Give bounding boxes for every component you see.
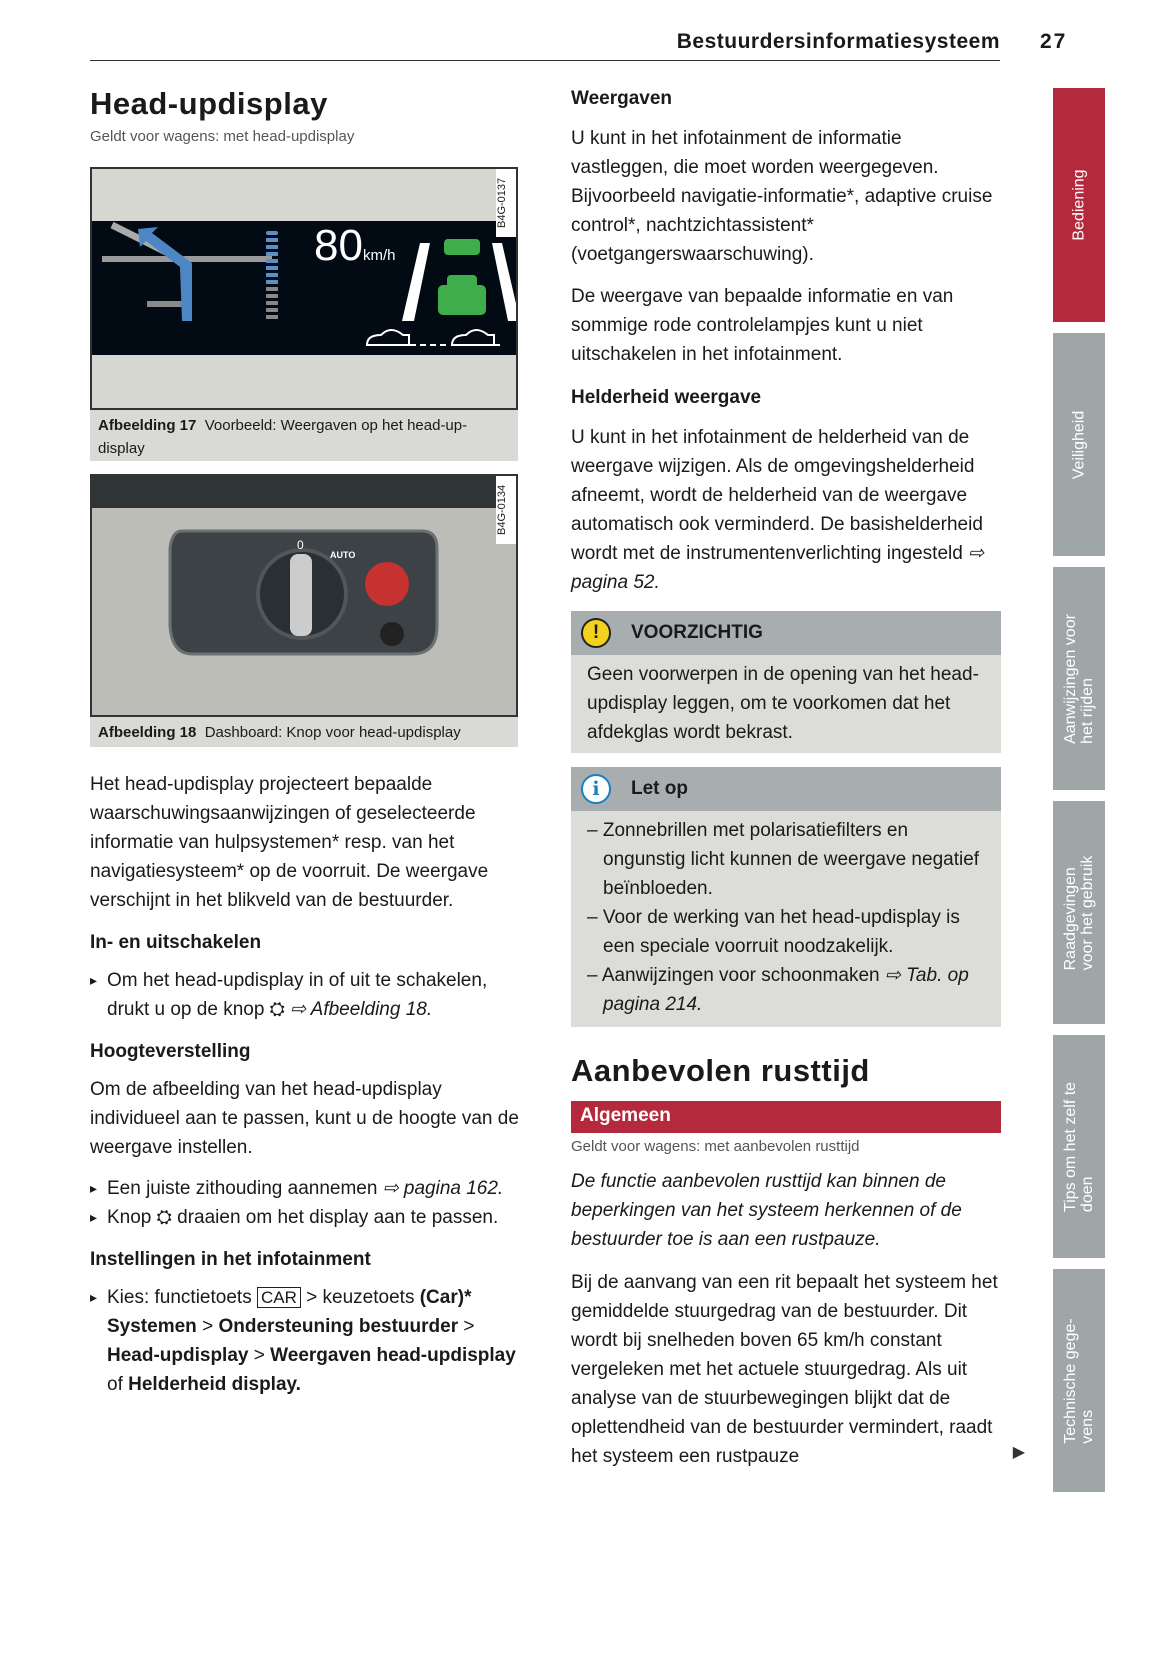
paragraph: Om de afbeelding van het head-updisplay individueel aan te passen, kunt u de hoogte van de weergave instellen.	[90, 1079, 519, 1158]
step-text: of	[107, 1374, 123, 1395]
step-text: Knop	[107, 1207, 152, 1228]
caption-text: Dashboard: Knop voor head-updisplay	[204, 724, 461, 741]
hud-icon: ⛭	[156, 1207, 172, 1228]
menu-path: (Car)*	[419, 1287, 472, 1308]
note-item: – Aanwijzingen voor schoonmaken ⇨ Tab. op pagina 214.	[587, 965, 969, 1015]
applies-note: Geldt voor wagens: met head-updisplay	[90, 128, 355, 145]
step-text: Kies: functietoets	[107, 1287, 252, 1308]
paragraph: De weergave van bepaalde informatie en van sommige rode controlelampjes kunt u niet uitschakelen in het infotainment.	[571, 286, 954, 365]
tab-line: Technische gege-	[1062, 1317, 1079, 1444]
knob-label-off: 0	[297, 538, 304, 552]
tab-line: Aanwijzingen voor	[1062, 613, 1079, 744]
car-key: CAR	[257, 1287, 301, 1308]
caution-text: Geen voorwerpen in de opening van het head-updisplay leggen, om te voorkomen dat het afdekglas wordt bekrast.	[587, 664, 979, 743]
tab-line: Raadgevingen	[1062, 866, 1079, 970]
page-number: 27	[1040, 30, 1068, 53]
paragraph-text: Bij de aanvang van een rit bepaalt het systeem het gemiddelde stuurgedrag van de bestuurder. Dit wordt bij snelheden boven 65 km/h constant vergeleken met het actuele stuurgedrag. Als uit analyse van de stuurbewegingen blijkt dat de oplettendheid van de bestuurder vermindert, raadt het systeem een rustpauze	[571, 1272, 998, 1467]
info-icon: i	[581, 774, 611, 804]
tab-line: vens	[1079, 1409, 1096, 1444]
figure-link[interactable]: ⇨ Afbeelding 18.	[290, 999, 433, 1020]
applies-note: Geldt voor wagens: met aanbevolen rusttijd	[571, 1138, 860, 1155]
hud-button[interactable]	[365, 562, 409, 606]
separator: >	[253, 1345, 265, 1366]
step-text: draaien om het display aan te passen.	[177, 1207, 499, 1228]
heading-instellingen: Instellingen in het infotainment	[90, 1249, 371, 1270]
hud-speed: 80	[314, 221, 363, 270]
figure-17	[90, 167, 518, 410]
paragraph-text: U kunt in het infotainment de helderheid van de weergave wijzigen. Als de omgevingshelderheid afneemt, wordt de helderheid van de weergave automatisch ook verminderd. De basishelderheid wordt met de instrumentenverlichting ingesteld	[571, 427, 983, 564]
note-item-text: Zonnebrillen met polarisatiefilters en ongunstig licht kunnen de weergave negatief beïnbloeden.	[602, 820, 980, 899]
menu-path: Head-updisplay	[107, 1345, 249, 1366]
paragraph: U kunt in het infotainment de informatie vastleggen, die moet worden weergegeven. Bijvoorbeeld navigatie-informatie*, adaptive cruise control*, nachtzichtassistent* (voetgangerswaarschuwing).	[571, 128, 993, 265]
menu-path: Helderheid display.	[128, 1374, 301, 1395]
distance-bar	[266, 231, 278, 319]
step-text: > keuzetoets	[306, 1287, 415, 1308]
tab-line: doen	[1079, 1175, 1096, 1212]
heading-weergaven: Weergaven	[571, 88, 673, 109]
note-title: Let op	[631, 778, 688, 799]
page-link[interactable]: ⇨ Tab. op pagina 214.	[603, 965, 969, 1015]
note-item-text: Aanwijzingen voor schoonmaken	[601, 965, 880, 986]
figure-18-caption	[90, 717, 518, 747]
left-text	[90, 770, 520, 1399]
tab-technische-gegevens[interactable]	[1053, 1269, 1105, 1492]
tab-label: Veiligheid	[1070, 410, 1088, 479]
tab-aanwijzingen[interactable]	[1053, 567, 1105, 790]
caption-text: Voorbeeld: Weergaven op het head-up-display	[98, 417, 468, 457]
note-box	[571, 767, 1001, 1027]
tab-label	[1062, 855, 1096, 970]
figure-18	[90, 474, 518, 717]
figure-code: B4G-0134	[496, 476, 516, 544]
heading-in-uitschakelen: In- en uitschakelen	[90, 932, 262, 953]
hud-speed-unit: km/h	[362, 247, 396, 264]
figure-label: Afbeelding 17	[98, 417, 197, 434]
knob-label-auto: AUTO	[330, 550, 356, 560]
bullet-step	[90, 1174, 520, 1203]
continue-arrow-icon: ▶	[1012, 1444, 1025, 1461]
bullet-step	[90, 966, 520, 1024]
figure-code: B4G-0137	[496, 169, 516, 237]
hud-display	[92, 221, 516, 355]
navigation-arrow-icon	[92, 221, 518, 355]
paragraph	[571, 1268, 1025, 1471]
tab-line: het rijden	[1079, 677, 1096, 744]
figure-17-caption	[90, 410, 518, 461]
section-title: Bestuurdersinformatiesysteem	[676, 30, 1000, 53]
subsection-bar: Algemeen	[571, 1101, 1001, 1133]
lead-paragraph: De functie aanbevolen rusttijd kan binnen de beperkingen van het systeem herkennen of de bestuurder toe is aan een rustpauze.	[571, 1171, 962, 1250]
tab-bediening[interactable]	[1053, 88, 1105, 322]
warning-icon: !	[581, 618, 611, 648]
tab-label: Bediening	[1070, 169, 1088, 241]
heading-hoogteverstelling: Hoogteverstelling	[90, 1041, 251, 1062]
heading-helderheid: Helderheid weergave	[571, 387, 762, 408]
tab-raadgevingen[interactable]	[1053, 801, 1105, 1024]
tab-tips[interactable]	[1053, 1035, 1105, 1258]
step-text: Om het head-updisplay in of uit te schakelen, drukt u op de knop	[107, 970, 488, 1020]
hud-icon: ⛭	[269, 999, 285, 1020]
tab-line: voor het gebruik	[1079, 855, 1096, 970]
bullet-step	[90, 1283, 520, 1399]
caution-box	[571, 611, 1001, 753]
light-switch-panel	[92, 476, 518, 717]
step-text: Een juiste zithouding aannemen	[107, 1178, 378, 1199]
tab-line: Tips om het zelf te	[1062, 1081, 1079, 1212]
caution-title: VOORZICHTIG	[631, 622, 763, 643]
menu-path: Weergaven head-updisplay	[270, 1345, 516, 1366]
section-title-rusttijd: Aanbevolen rusttijd	[571, 1053, 870, 1088]
note-item: – Voor de werking van het head-updisplay is een speciale voorruit noodzakelijk.	[587, 907, 960, 957]
intro-paragraph: Het head-updisplay projecteert bepaalde waarschuwingsaanwijzingen of geselecteerde informatie van hulpsystemen* resp. van het navigatiesysteem* op de voorruit. De weergave verschijnt in het blikveld van de bestuurder.	[90, 774, 489, 911]
tab-label	[1062, 614, 1096, 744]
figure-label: Afbeelding 18	[98, 724, 197, 741]
right-column	[571, 88, 1025, 1471]
bullet-step	[90, 1203, 520, 1232]
note-item-text: Voor de werking van het head-updisplay is een speciale voorruit noodzakelijk.	[602, 907, 960, 957]
note-header	[571, 767, 1001, 811]
note-item: – Zonnebrillen met polarisatiefilters en ongunstig licht kunnen de weergave negatief beïnbloeden.	[587, 820, 980, 899]
page-title: Head-updisplay	[90, 86, 328, 121]
tab-veiligheid[interactable]	[1053, 333, 1105, 556]
caution-header	[571, 611, 1001, 655]
separator: >	[463, 1316, 475, 1337]
menu-path: Ondersteuning bestuurder	[218, 1316, 459, 1337]
menu-path: Systemen	[107, 1316, 197, 1337]
lane-car-icons	[367, 330, 504, 345]
page-link[interactable]: ⇨ pagina 52.	[571, 543, 985, 593]
page-link[interactable]: ⇨ pagina 162.	[382, 1178, 504, 1199]
acc-car-icon	[438, 239, 486, 315]
paragraph	[571, 423, 1003, 597]
tab-label	[1062, 1081, 1096, 1211]
tab-label	[1062, 1318, 1096, 1443]
separator: >	[202, 1316, 214, 1337]
header-rule	[90, 60, 1000, 61]
